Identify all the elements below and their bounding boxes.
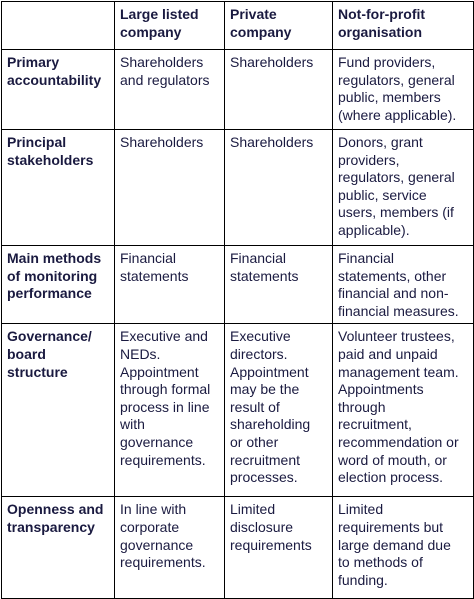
cell-private: Shareholders: [225, 50, 333, 130]
cell-private: Shareholders: [225, 130, 333, 246]
table-row-openness-transparency: [2, 497, 474, 599]
table-row-monitoring-performance: [2, 246, 474, 324]
cell-private: Limited disclosure requirements: [225, 497, 333, 599]
cell-large-listed: Executive and NEDs. Appointment through formal process in line with governance requirements.: [115, 324, 225, 497]
header-not-for-profit: Not-for-profit organisation: [333, 2, 474, 50]
cell-private: Financial statements: [225, 246, 333, 324]
table-row-governance-board-structure: [2, 324, 474, 497]
table-header-row: [2, 2, 474, 50]
table-row-principal-stakeholders: [2, 130, 474, 246]
cell-private: Executive directors. Appointment may be the result of shareholding or other recruitment processes.: [225, 324, 333, 497]
cell-large-listed: In line with corporate governance requirements.: [115, 497, 225, 599]
cell-not-for-profit: Limited requirements but large demand due to methods of funding.: [333, 497, 474, 599]
cell-large-listed: Financial statements: [115, 246, 225, 324]
header-corner-cell: [2, 2, 115, 50]
row-label: Openness and transparency: [2, 497, 115, 599]
header-private-company: Private company: [225, 2, 333, 50]
cell-large-listed: Shareholders: [115, 130, 225, 246]
row-label: Main methods of monitoring performance: [2, 246, 115, 324]
cell-large-listed: Shareholders and regulators: [115, 50, 225, 130]
row-label: Governance/ board structure: [2, 324, 115, 497]
comparison-table: [1, 1, 474, 599]
cell-not-for-profit: Financial statements, other financial and non- financial measures.: [333, 246, 474, 324]
cell-not-for-profit: Donors, grant providers, regulators, general public, service users, members (if applicable).: [333, 130, 474, 246]
cell-not-for-profit: Fund providers, regulators, general public, members (where applicable).: [333, 50, 474, 130]
table-row-primary-accountability: [2, 50, 474, 130]
cell-not-for-profit: Volunteer trustees, paid and unpaid management team. Appointments through recruitment, recommendation or word of mouth, or election process.: [333, 324, 474, 497]
row-label: Principal stakeholders: [2, 130, 115, 246]
header-large-listed-company: Large listed company: [115, 2, 225, 50]
row-label: Primary accountability: [2, 50, 115, 130]
